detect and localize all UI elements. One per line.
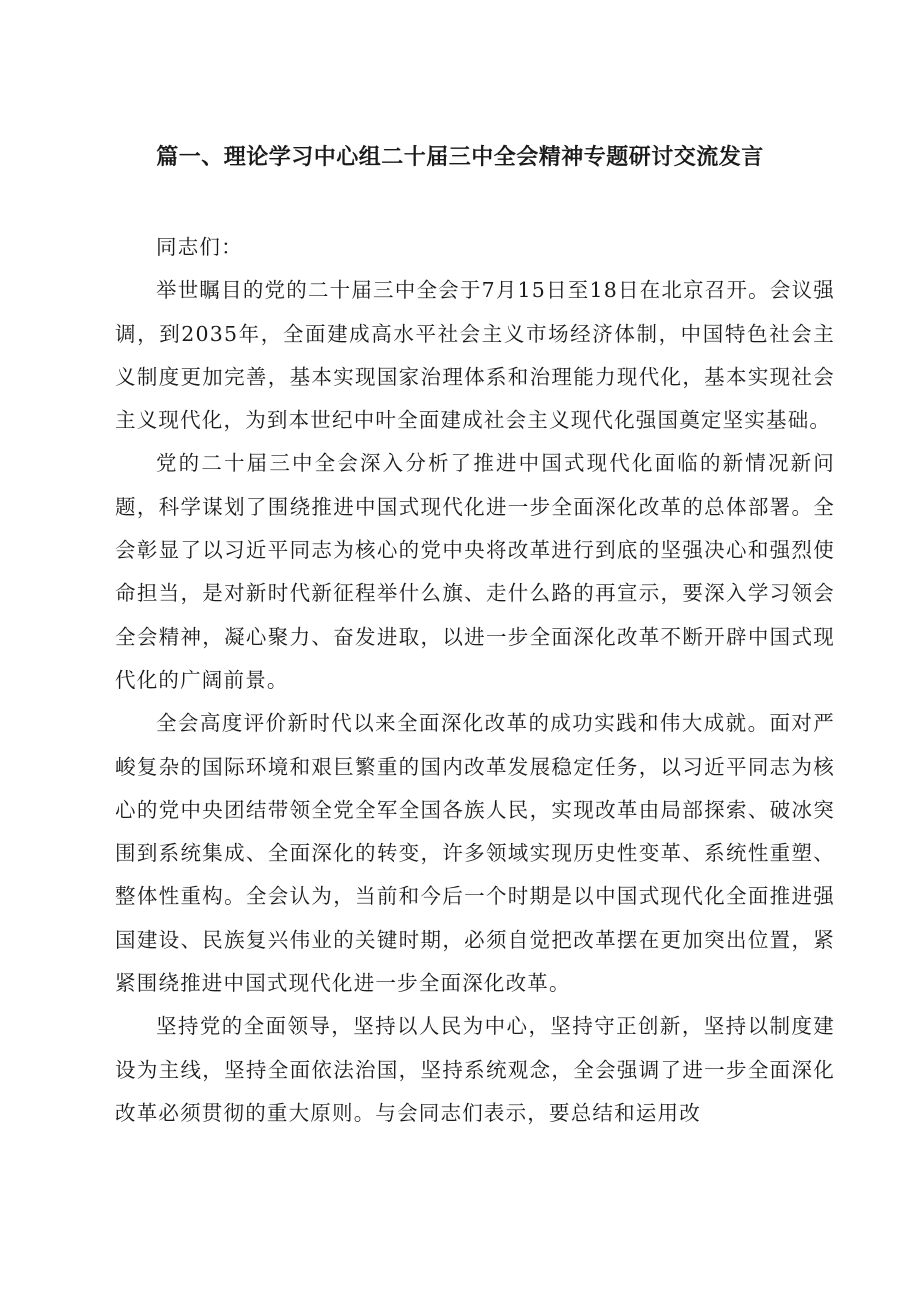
salutation: 同志们： [156,235,243,259]
document-body [115,226,835,1135]
paragraph: 坚持党的全面领导，坚持以人民为中心，坚持守正创新，坚持以制度建设为主线，坚持全面依法治国，坚持系统观念，全会强调了进一步全面深化改革必须贯彻的重大原则。与会同志们表示，要总结和运用改 [115,1014,835,1125]
paragraph: 全会高度评价新时代以来全面深化改革的成功实践和伟大成就。面对严峻复杂的国际环境和艰巨繁重的国内改革发展稳定任务，以习近平同志为核心的党中央团结带领全党全军全国各族人民，实现改革由局部探索、破冰突围到系统集成、全面深化的转变，许多领域实现历史性变革、系统性重塑、整体性重构。全会认为，当前和今后一个时期是以中国式现代化全面推进强国建设、民族复兴伟业的关键时期，必须自觉把改革摆在更加突出位置，紧紧围绕推进中国式现代化进一步全面深化改革。 [115,711,835,996]
paragraph: 党的二十届三中全会深入分析了推进中国式现代化面临的新情况新问题，科学谋划了围绕推进中国式现代化进一步全面深化改革的总体部署。全会彰显了以习近平同志为核心的党中央将改革进行到底的坚强决心和强烈使命担当，是对新时代新征程举什么旗、走什么路的再宣示，要深入学习领会全会精神，凝心聚力、奋发进取，以进一步全面深化改革不断开辟中国式现代化的广阔前景。 [115,451,835,692]
paragraph: 举世瞩目的党的二十届三中全会于7月15日至18日在北京召开。会议强调，到2035年，全面建成高水平社会主义市场经济体制，中国特色社会主义制度更加完善，基本实现国家治理体系和治理能力现代化，基本实现社会主义现代化，为到本世纪中叶全面建成社会主义现代化强国奠定坚实基础。 [115,278,835,433]
document-title: 篇一、理论学习中心组二十届三中全会精神专题研讨交流发言 [156,145,764,170]
